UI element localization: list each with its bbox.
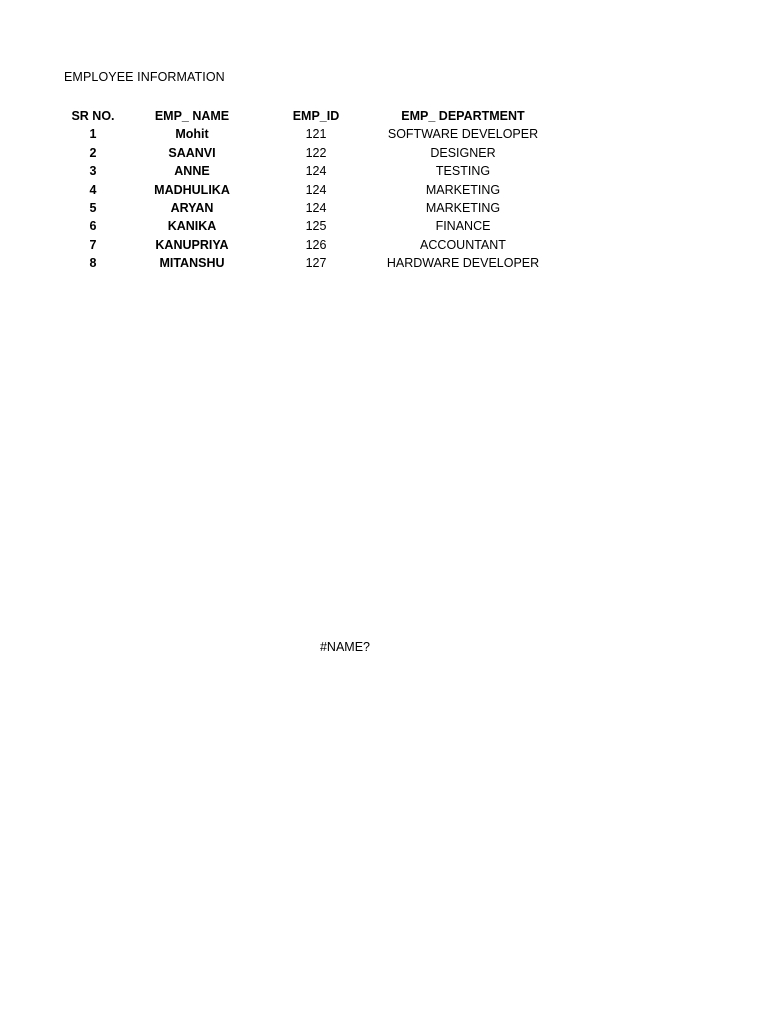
formula-error-cell: #NAME? [319, 640, 371, 654]
sr-no-cell: 6 [89, 219, 97, 234]
table-row [0, 217, 768, 235]
sr-no-cell: 4 [89, 182, 97, 197]
emp-dept-cell: ACCOUNTANT [420, 237, 506, 252]
emp-id-cell: 124 [305, 200, 327, 215]
sr-no-cell: 5 [89, 200, 97, 215]
sr-no-cell: 7 [89, 237, 97, 252]
table-row [0, 181, 768, 199]
sr-no-cell: 8 [89, 256, 97, 271]
table-row [0, 236, 768, 254]
emp-dept-cell: DESIGNER [430, 145, 496, 160]
emp-dept-cell: MARKETING [425, 182, 501, 197]
emp-name-cell: KANUPRIYA [155, 237, 229, 252]
emp-name-cell: MADHULIKA [154, 182, 230, 197]
table-row [0, 199, 768, 217]
emp-dept-cell: HARDWARE DEVELOPER [386, 256, 540, 271]
emp-id-cell: 127 [305, 256, 327, 271]
emp-name-cell: Mohit [175, 127, 209, 142]
emp-dept-cell: TESTING [435, 164, 491, 179]
header-sr-no: SR NO. [71, 109, 115, 123]
emp-id-cell: 121 [305, 127, 327, 142]
sr-no-cell: 1 [89, 127, 97, 142]
sheet-title: EMPLOYEE INFORMATION [64, 70, 225, 84]
employee-table [0, 107, 768, 273]
table-header-row [0, 107, 768, 125]
table-row [0, 144, 768, 162]
emp-name-cell: SAANVI [168, 145, 216, 160]
emp-id-cell: 124 [305, 182, 327, 197]
header-emp-id: EMP_ID [292, 109, 340, 123]
emp-id-cell: 125 [305, 219, 327, 234]
emp-id-cell: 122 [305, 145, 327, 160]
sr-no-cell: 2 [89, 145, 97, 160]
sr-no-cell: 3 [89, 164, 97, 179]
emp-name-cell: ARYAN [170, 200, 214, 215]
emp-name-cell: MITANSHU [159, 256, 225, 271]
emp-name-cell: KANIKA [167, 219, 217, 234]
emp-dept-cell: MARKETING [425, 200, 501, 215]
table-row [0, 162, 768, 180]
header-emp-department: EMP_ DEPARTMENT [401, 109, 525, 123]
header-emp-name: EMP_ NAME [154, 109, 230, 123]
emp-id-cell: 126 [305, 237, 327, 252]
emp-dept-cell: SOFTWARE DEVELOPER [387, 127, 539, 142]
table-row [0, 125, 768, 143]
emp-dept-cell: FINANCE [435, 219, 491, 234]
table-row [0, 254, 768, 272]
emp-name-cell: ANNE [174, 164, 210, 179]
emp-id-cell: 124 [305, 164, 327, 179]
